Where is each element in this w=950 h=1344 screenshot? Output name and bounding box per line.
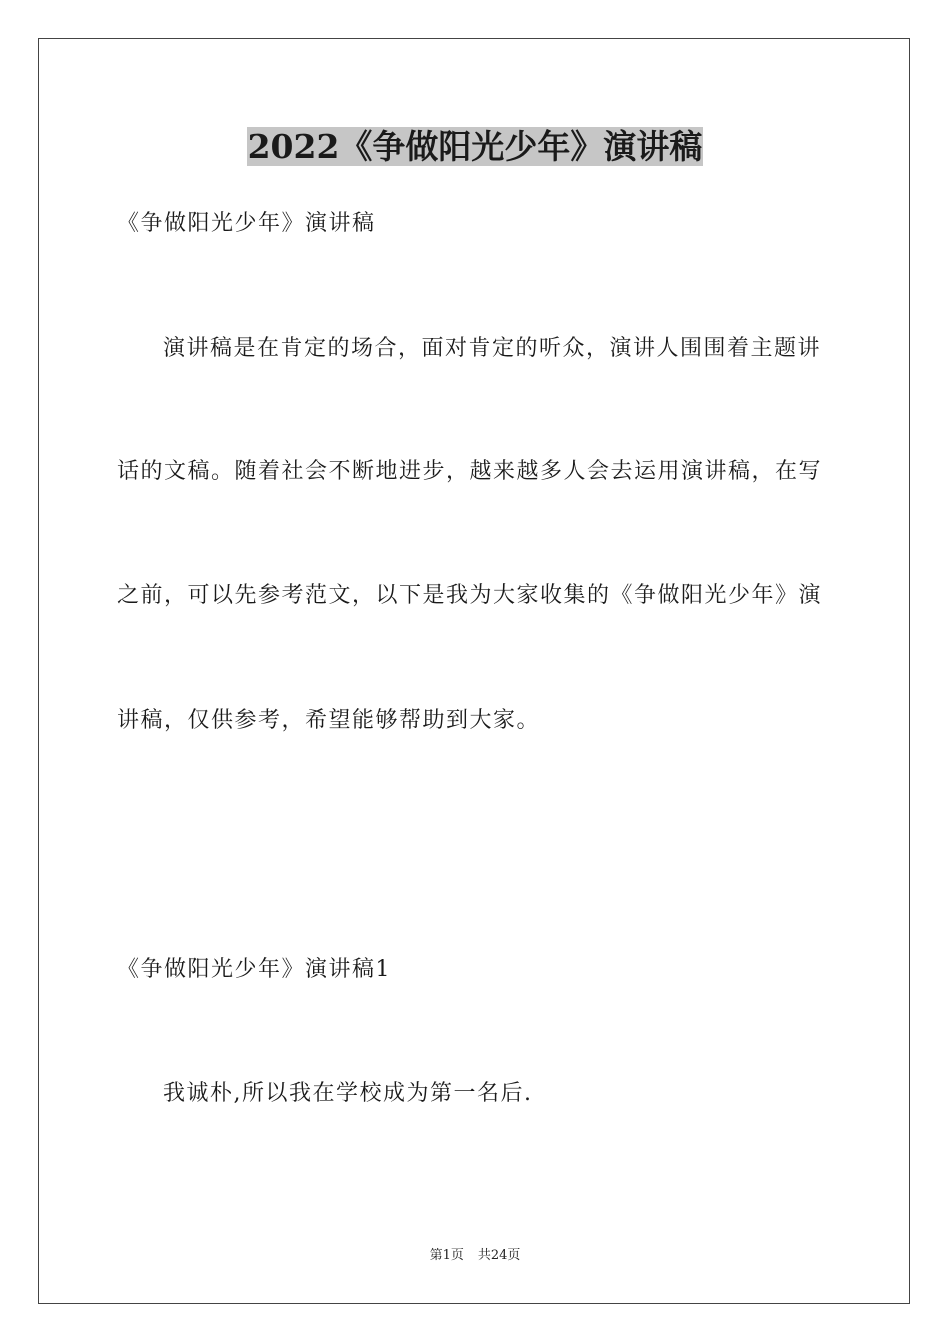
document-title xyxy=(0,126,950,168)
intro-paragraph-line-3: 之前，可以先参考范文，以下是我为大家收集的《争做阳光少年》演 xyxy=(117,583,823,608)
page-footer xyxy=(0,1247,950,1265)
page-total: 共24页 xyxy=(477,1248,521,1263)
intro-paragraph-line-2: 话的文稿。随着社会不断地进步，越来越多人会去运用演讲稿，在写 xyxy=(117,459,823,484)
section-heading: 《争做阳光少年》演讲稿1 xyxy=(117,957,391,982)
document-title-text: 2022《争做阳光少年》演讲稿 xyxy=(247,127,703,166)
page-number: 第1页 xyxy=(429,1248,464,1263)
document-subtitle: 《争做阳光少年》演讲稿 xyxy=(117,211,376,236)
intro-paragraph-line-1: 演讲稿是在肯定的场合，面对肯定的听众，演讲人围围着主题讲 xyxy=(163,336,822,361)
section-paragraph-line: 我诚朴,所以我在学校成为第一名后. xyxy=(163,1081,533,1106)
intro-paragraph-line-4: 讲稿，仅供参考，希望能够帮助到大家。 xyxy=(117,708,541,733)
